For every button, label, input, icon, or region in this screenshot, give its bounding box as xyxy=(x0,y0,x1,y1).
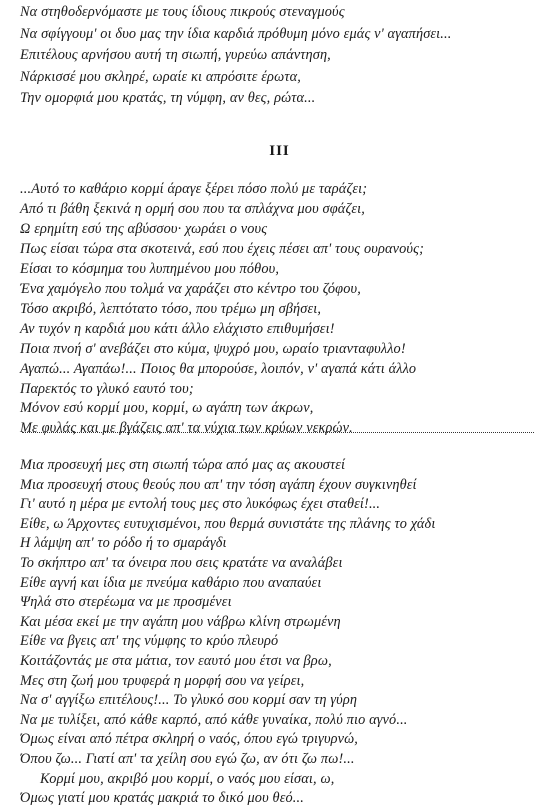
poem-line: Να με τυλίξει, από κάθε καρπό, από κάθε γυναίκα, πολύ πιο αγνό... xyxy=(20,711,408,728)
dotted-divider xyxy=(22,432,534,433)
section-heading: III xyxy=(269,143,290,159)
poem-line: Πως είσαι τώρα στα σκοτεινά, εσύ που έχεις πέσει απ' τους ουρανούς; xyxy=(20,240,425,257)
poem-line: Όπου ζω... Γιατί απ' τα χείλη σου εγώ ζω, αν ότι ζω πω!... xyxy=(20,750,355,767)
poem-line: Να σφίγγουμ' οι δυο μας την ίδια καρδιά πρόθυμη μόνο εμάς ν' αγαπήσει... xyxy=(20,25,452,42)
poem-line: Μόνον εσύ κορμί μου, κορμί, ω αγάπη των άκρων, xyxy=(20,400,314,417)
poem-line: Τόσο ακριβό, λεπτότατο τόσο, που τρέμω μη σβήσει, xyxy=(20,300,322,317)
poem-line: Ένα χαμόγελο που τολμά να χαράζει στο κέντρο του ζόφου, xyxy=(20,280,361,297)
poem-line: Είσαι το κόσμημα του λυπημένου μου πόθου, xyxy=(20,260,280,277)
poem-line: Επιτέλους αρνήσου αυτή τη σιωπή, γυρεύω απάντηση, xyxy=(20,47,331,63)
stanza-bottom xyxy=(20,456,435,809)
poem-line: Όμως είναι από πέτρα σκληρή ο ναός, όπου εγώ τριγυρνώ, xyxy=(20,731,359,748)
poem-line: Αν τυχόν η καρδιά μου κάτι άλλο ελάχιστο επιθυμήσει! xyxy=(20,320,335,337)
poem-line: Παρεκτός το γλυκό εαυτό του; xyxy=(20,380,194,397)
poem-line: Αγαπώ... Αγαπάω!... Ποιος θα μπορούσε, λοιπόν, ν' αγαπά κάτι άλλο xyxy=(20,360,417,377)
poem-line: Ψηλά στο στερέωμα να με προσμένει xyxy=(20,594,232,611)
poem-line: Και μέσα εκεί με την αγάπη μου νάβρω κλίνη στρωμένη xyxy=(20,613,341,630)
poem-line: Κορμί μου, ακριβό μου κορμί, ο ναός μου είσαι, ω, xyxy=(40,770,335,787)
poem-line: Γι' αυτό η μέρα με εντολή τους μες στο λυκόφως έχει σταθεί!... xyxy=(20,496,381,513)
poem-line: Το σκήπτρο απ' τα όνειρα που σεις κρατάτε να αναλάβει xyxy=(20,554,343,571)
poem-line: Μες στη ζωή μου τρυφερά η μορφή σου να γείρει, xyxy=(20,672,305,689)
poem-line: Με φυλάς και με βγάζεις απ' τα νύχια των κρύων νεκρών. xyxy=(20,420,353,437)
poem-line: Η λάμψη απ' το ρόδο ή το σμαράγδι xyxy=(20,535,227,552)
poem-line: Μια προσευχή στους θεούς που απ' την τόση αγάπη έχουν συγκινηθεί xyxy=(20,476,417,493)
poem-line: Είθε, ω Άρχοντες ευτυχισμένοι, που θερμά συνιστάτε της πλάνης το χάδι xyxy=(20,515,436,532)
poem-line: Είθε να βγεις απ' της νύμφης το κρύο πλευρό xyxy=(20,633,279,650)
poem-line: Ω ερημίτη εσύ της αβύσσου· χωράει ο νους xyxy=(20,220,268,237)
poem-line: Κοιτάζοντάς με στα μάτια, τον εαυτό μου έτσι να βρω, xyxy=(20,652,332,669)
poem-line: Ποια πνοή σ' ανεβάζει στο κύμα, ψυχρό μου, ωραίο τριανταφυλλο! xyxy=(20,340,406,357)
poem-line: Μια προσευχή μες στη σιωπή τώρα από μας ας ακουστεί xyxy=(20,457,346,473)
poem-line: Να σ' αγγίξω επιτέλους!... Το γλυκό σου κορμί σαν τη γύρη xyxy=(20,692,358,709)
poem-line: Από τι βάθη ξεκινά η ορμή σου που τα σπλάχνα μου σφάζει, xyxy=(20,200,366,217)
stanza-middle xyxy=(20,180,424,439)
stanza-top xyxy=(20,2,451,110)
poem-line: Να στηθοδερνόμαστε με τους ίδιους πικρούς στεναγμούς xyxy=(20,4,345,20)
poem-line: Είθε αγνή και ίδια με πνεύμα καθάριο που αναπαύει xyxy=(20,574,322,591)
poem-line: Την ομορφιά μου κρατάς, τη νύμφη, αν θες, ρώτα... xyxy=(20,90,316,106)
poem-line: ...Αυτό το καθάριο κορμί άραγε ξέρει πόσο πολύ με ταράζει; xyxy=(20,181,368,197)
poem-line: Όμως γιατί μου κρατάς μακριά το δικό μου θεό... xyxy=(20,790,304,807)
poem-line: Νάρκισσέ μου σκληρέ, ωραίε κι απρόσιτε έρωτα, xyxy=(20,68,301,85)
